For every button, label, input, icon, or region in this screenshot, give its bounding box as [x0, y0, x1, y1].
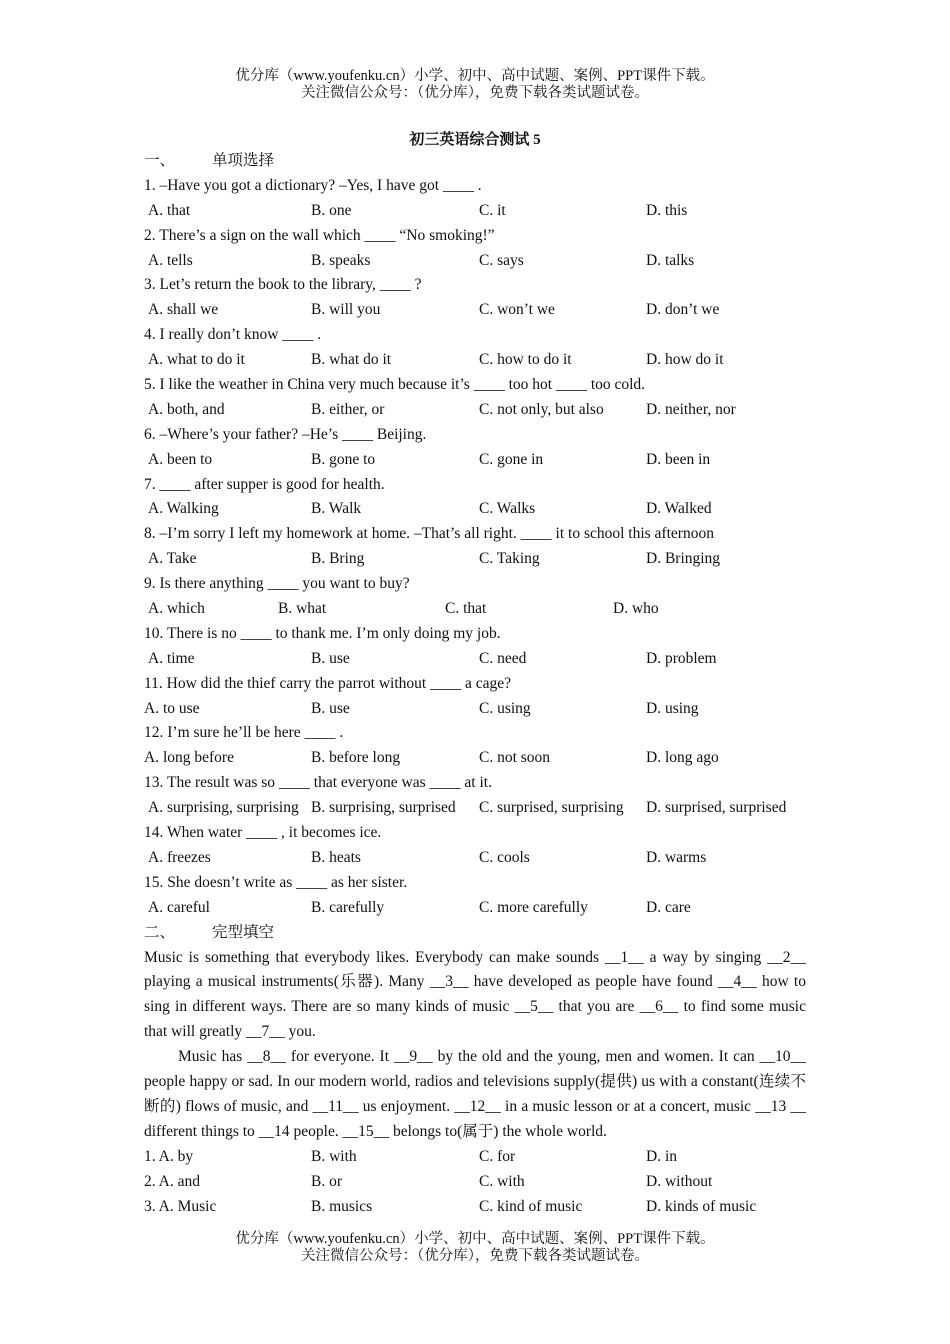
section-2-number: 二、	[144, 923, 176, 941]
option-d: D. problem	[646, 649, 717, 667]
option-c: C. not soon	[479, 749, 551, 767]
question-12-options	[144, 746, 806, 771]
option-a: A. time	[148, 649, 195, 667]
option-b: B. surprising, surprised	[311, 799, 456, 817]
option-d: D. how do it	[646, 351, 724, 369]
section-1-heading	[144, 149, 806, 174]
option-c: C. surprised, surprising	[479, 799, 624, 817]
footer-line-2: 关注微信公众号：（优分库），免费下载各类试题试卷。	[301, 1248, 649, 1264]
option-a: A. Take	[148, 550, 197, 568]
option-d: D. in	[646, 1147, 677, 1165]
option-b: B. carefully	[311, 898, 385, 916]
question-10: 10. There is no ____ to thank me. I’m only doing my job.	[144, 624, 501, 642]
option-d: D. long ago	[646, 749, 719, 767]
option-a: A. surprising, surprising	[148, 799, 299, 817]
option-d: D. warms	[646, 848, 707, 866]
footer-line-1: 优分库（www.youfenku.cn）小学、初中、高中试题、案例、PPT课件下载。	[235, 1231, 715, 1247]
option-d: D. neither, nor	[646, 400, 736, 418]
question-4-options	[144, 348, 806, 373]
option-b: B. Walk	[311, 500, 362, 518]
question-6-options	[144, 448, 806, 473]
question-5-options	[144, 398, 806, 423]
question-10-options	[144, 647, 806, 672]
question-13-options	[144, 796, 806, 821]
question-1-options	[144, 199, 806, 224]
option-c: C. kind of music	[479, 1197, 583, 1215]
question-9: 9. Is there anything ____ you want to buy?	[144, 575, 410, 593]
question-11: 11. How did the thief carry the parrot without ____ a cage?	[144, 674, 511, 692]
option-c: C. says	[479, 251, 524, 269]
cloze-item-3-options	[144, 1195, 806, 1220]
option-c: C. with	[479, 1172, 525, 1190]
option-b: B. speaks	[311, 251, 371, 269]
section-2-heading	[144, 921, 806, 946]
option-c: C. for	[479, 1147, 516, 1165]
option-b: B. musics	[311, 1197, 373, 1215]
question-8: 8. –I’m sorry I left my homework at home. –That’s all right. ____ it to school this afternoon	[144, 525, 714, 543]
option-d: D. kinds of music	[646, 1197, 757, 1215]
option-a: 2. A. and	[144, 1172, 200, 1190]
option-b: B. before long	[311, 749, 401, 767]
section-2-title: 完型填空	[212, 923, 275, 941]
question-13: 13. The result was so ____ that everyone was ____ at it.	[144, 774, 492, 792]
option-b: B. heats	[311, 848, 361, 866]
option-c: C. gone in	[479, 450, 544, 468]
page-footer	[0, 1231, 950, 1265]
question-15: 15. She doesn’t write as ____ as her sister.	[144, 873, 408, 891]
question-6: 6. –Where’s your father? –He’s ____ Beijing.	[144, 425, 427, 443]
option-d: D. care	[646, 898, 691, 916]
option-d: D. surprised, surprised	[646, 799, 787, 817]
question-7: 7. ____ after supper is good for health.	[144, 475, 385, 493]
question-3-options	[144, 298, 806, 323]
option-b: B. what	[278, 600, 327, 618]
question-2-options	[144, 249, 806, 274]
content	[144, 149, 806, 1219]
question-list	[144, 174, 806, 921]
option-d: D. been in	[646, 450, 711, 468]
option-b: B. what do it	[311, 351, 392, 369]
option-b: B. will you	[311, 301, 381, 319]
header-line-2: 关注微信公众号：（优分库），免费下载各类试题试卷。	[301, 85, 649, 101]
header-line-1: 优分库（www.youfenku.cn）小学、初中、高中试题、案例、PPT课件下载。	[235, 68, 715, 84]
question-14-options	[144, 846, 806, 871]
section-1-number: 一、	[144, 152, 176, 169]
option-c: C. how to do it	[479, 351, 572, 369]
option-d: D. who	[613, 600, 659, 618]
option-b: B. use	[311, 649, 350, 667]
question-2: 2. There’s a sign on the wall which ____ “No smoking!”	[144, 226, 495, 244]
option-c: C. using	[479, 699, 531, 717]
option-c: C. more carefully	[479, 898, 588, 916]
option-c: C. not only, but also	[479, 400, 604, 418]
option-d: D. Bringing	[646, 550, 721, 568]
option-a: A. careful	[148, 898, 210, 916]
option-c: C. that	[445, 600, 487, 618]
option-a: 3. A. Music	[144, 1197, 217, 1215]
option-a: A. that	[148, 201, 191, 219]
option-b: B. either, or	[311, 400, 385, 418]
option-a: A. both, and	[148, 400, 225, 418]
option-c: C. Walks	[479, 500, 536, 518]
option-d: D. without	[646, 1172, 713, 1190]
option-a: A. to use	[144, 699, 200, 717]
question-8-options	[144, 547, 806, 572]
option-c: C. Taking	[479, 550, 540, 568]
page-header	[0, 68, 950, 102]
option-a: A. been to	[148, 450, 213, 468]
question-11-options	[144, 697, 806, 722]
section-1-title: 单项选择	[212, 152, 275, 169]
option-d: D. using	[646, 699, 699, 717]
option-a: A. shall we	[148, 301, 219, 319]
cloze-item-2-options	[144, 1170, 806, 1195]
option-a: 1. A. by	[144, 1147, 194, 1165]
option-b: B. Bring	[311, 550, 365, 568]
page-title: 初三英语综合测试 5	[409, 132, 541, 148]
option-b: B. or	[311, 1172, 342, 1190]
option-d: D. this	[646, 201, 688, 219]
cloze-paragraph-1: Music is something that everybody likes. Everybody can make sounds __1__ a way by singing __2__ playing a musical instruments(乐器). Many __3__ have developed as people have found __4__ how to sing in different ways. There are so many kinds of music __5__ that you are __6__ to find some music that will greatly __7__ you.	[144, 948, 806, 1041]
option-b: B. one	[311, 201, 352, 219]
option-c: C. it	[479, 201, 506, 219]
question-1: 1. –Have you got a dictionary? –Yes, I have got ____ .	[144, 176, 482, 194]
cloze-choice-list	[144, 1145, 806, 1220]
option-c: C. won’t we	[479, 301, 555, 319]
option-b: B. use	[311, 699, 350, 717]
question-15-options	[144, 896, 806, 921]
cloze-paragraph-2: Music has __8__ for everyone. It __9__ by the old and the young, men and women. It can __10__ people happy or sad. In our modern world, radios and televisions supply(提供) us with a constant(连续不断的) flows of music, and __11__ us enjoyment. __12__ in a music lesson or at a concert, music __13 __ different things to __14 people. __15__ belongs to(属于) the whole world.	[144, 1048, 806, 1140]
option-c: C. need	[479, 649, 527, 667]
question-7-options	[144, 497, 806, 522]
question-4: 4. I really don’t know ____ .	[144, 326, 322, 344]
cloze-item-1-options	[144, 1145, 806, 1170]
option-a: A. which	[148, 600, 205, 618]
question-14: 14. When water ____ , it becomes ice.	[144, 824, 382, 842]
option-b: B. gone to	[311, 450, 376, 468]
option-a: A. freezes	[148, 848, 211, 866]
option-d: D. talks	[646, 251, 695, 269]
option-a: A. what to do it	[148, 351, 245, 369]
question-9-options	[144, 597, 806, 622]
option-c: C. cools	[479, 848, 530, 866]
question-5: 5. I like the weather in China very much because it’s ____ too hot ____ too cold.	[144, 376, 646, 394]
option-d: D. don’t we	[646, 301, 720, 319]
option-b: B. with	[311, 1147, 357, 1165]
option-d: D. Walked	[646, 500, 712, 518]
option-a: A. tells	[148, 251, 193, 269]
option-a: A. Walking	[148, 500, 219, 518]
option-a: A. long before	[144, 749, 234, 767]
question-3: 3. Let’s return the book to the library, ____ ?	[144, 276, 422, 294]
question-12: 12. I’m sure he’ll be here ____ .	[144, 724, 344, 742]
